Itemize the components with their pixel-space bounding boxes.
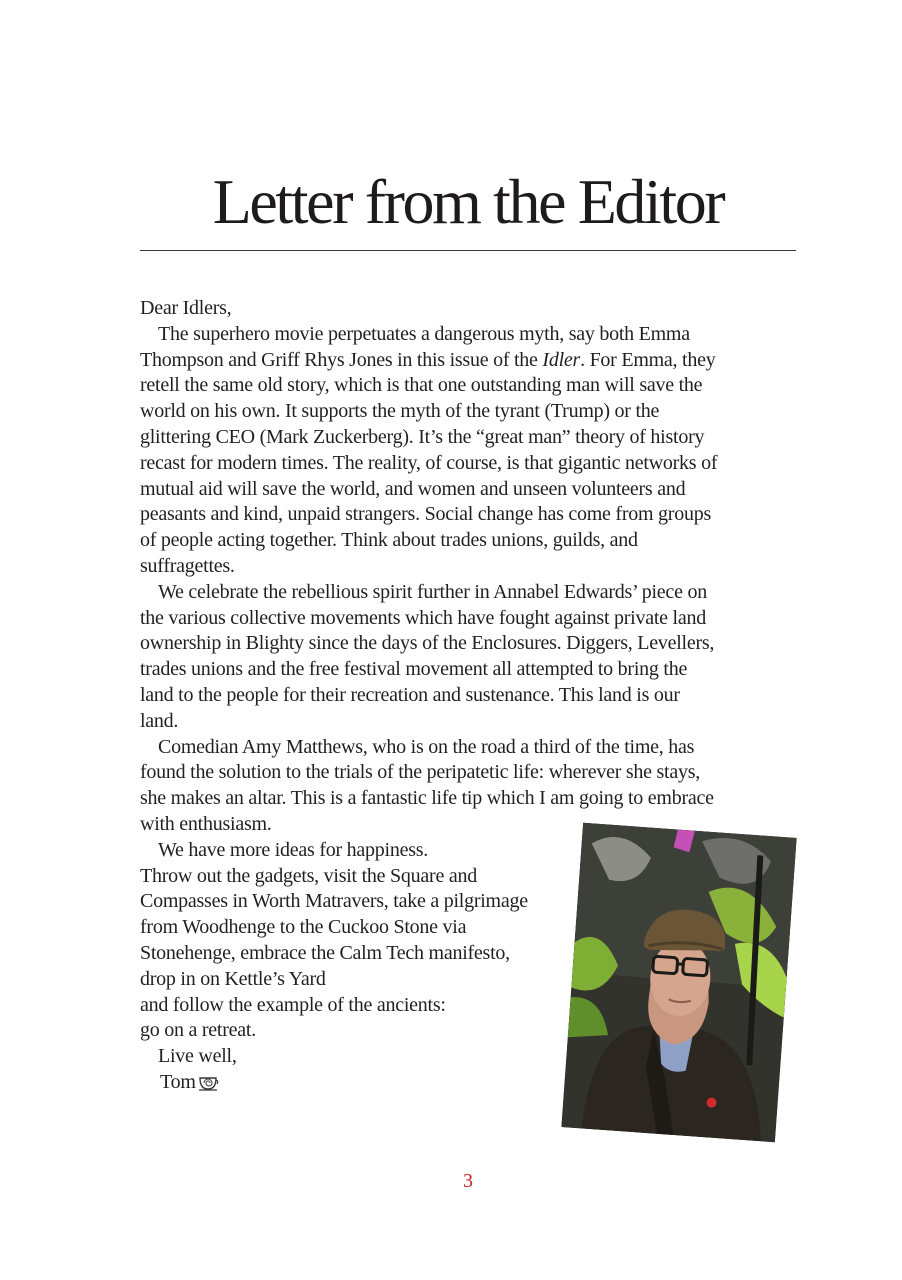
para4-line: We have more ideas for happiness. xyxy=(158,838,429,861)
para1-line: suffragettes. xyxy=(140,554,235,577)
para3-line: she makes an altar. This is a fantastic life tip which I am going to embrace xyxy=(140,787,714,810)
para1-line: glittering CEO (Mark Zuckerberg). It’s the “great man” theory of history xyxy=(140,425,705,448)
para1-line: The superhero movie perpetuates a dangerous myth, say both Emma xyxy=(158,322,690,345)
para4-line: from Woodhenge to the Cuckoo Stone via xyxy=(140,916,467,939)
para3-line: found the solution to the trials of the peripatetic life: wherever she stays, xyxy=(140,761,701,784)
para4-line: go on a retreat. xyxy=(140,1019,256,1042)
para3-line: Comedian Amy Matthews, who is on the road a third of the time, has xyxy=(158,735,695,758)
para2-line: land to the people for their recreation and sustenance. This land is our xyxy=(140,683,680,706)
para1-line: mutual aid will save the world, and women and unseen volunteers and xyxy=(140,477,686,500)
para1-line xyxy=(140,348,800,374)
para2-line: land. xyxy=(140,709,179,732)
salutation: Dear Idlers, xyxy=(140,297,232,319)
para2-line: the various collective movements which have fought against private land xyxy=(140,606,706,629)
para1-line: of people acting together. Think about trades unions, guilds, and xyxy=(140,529,638,552)
page-title: Letter from the Editor xyxy=(212,166,724,237)
para3-line: with enthusiasm. xyxy=(140,812,272,835)
para1-line: recast for modern times. The reality, of course, is that gigantic networks of xyxy=(140,451,718,474)
para1-line: world on his own. It supports the myth of the tyrant (Trump) or the xyxy=(140,400,660,423)
page-number: 3 xyxy=(463,1170,473,1192)
para1-line: retell the same old story, which is that one outstanding man will save the xyxy=(140,374,703,397)
para4-line: Compasses in Worth Matravers, take a pilgrimage xyxy=(140,890,528,913)
para1-text: . For Emma, they xyxy=(580,348,716,371)
para4-line: Throw out the gadgets, visit the Square and xyxy=(140,864,477,887)
para2-line: ownership in Blighty since the days of the Enclosures. Diggers, Levellers, xyxy=(140,632,715,655)
signature: Tom xyxy=(160,1070,196,1093)
para2-line: trades unions and the free festival movement all attempted to bring the xyxy=(140,658,688,681)
para2-line: We celebrate the rebellious spirit further in Annabel Edwards’ piece on xyxy=(158,580,707,603)
para1-text: Thompson and Griff Rhys Jones in this issue of the xyxy=(140,348,543,371)
editor-portrait-photo xyxy=(561,823,796,1143)
idler-title: Idler xyxy=(542,348,581,371)
para4-line: and follow the example of the ancients: xyxy=(140,993,446,1016)
teacup-spiral-icon xyxy=(197,1073,219,1099)
para1-line: peasants and kind, unpaid strangers. Social change has come from groups xyxy=(140,503,711,526)
para4-line: Stonehenge, embrace the Calm Tech manifesto, xyxy=(140,941,510,964)
closing: Live well, xyxy=(158,1045,237,1068)
title-rule xyxy=(140,250,796,251)
para4-line: drop in on Kettle’s Yard xyxy=(140,967,326,990)
